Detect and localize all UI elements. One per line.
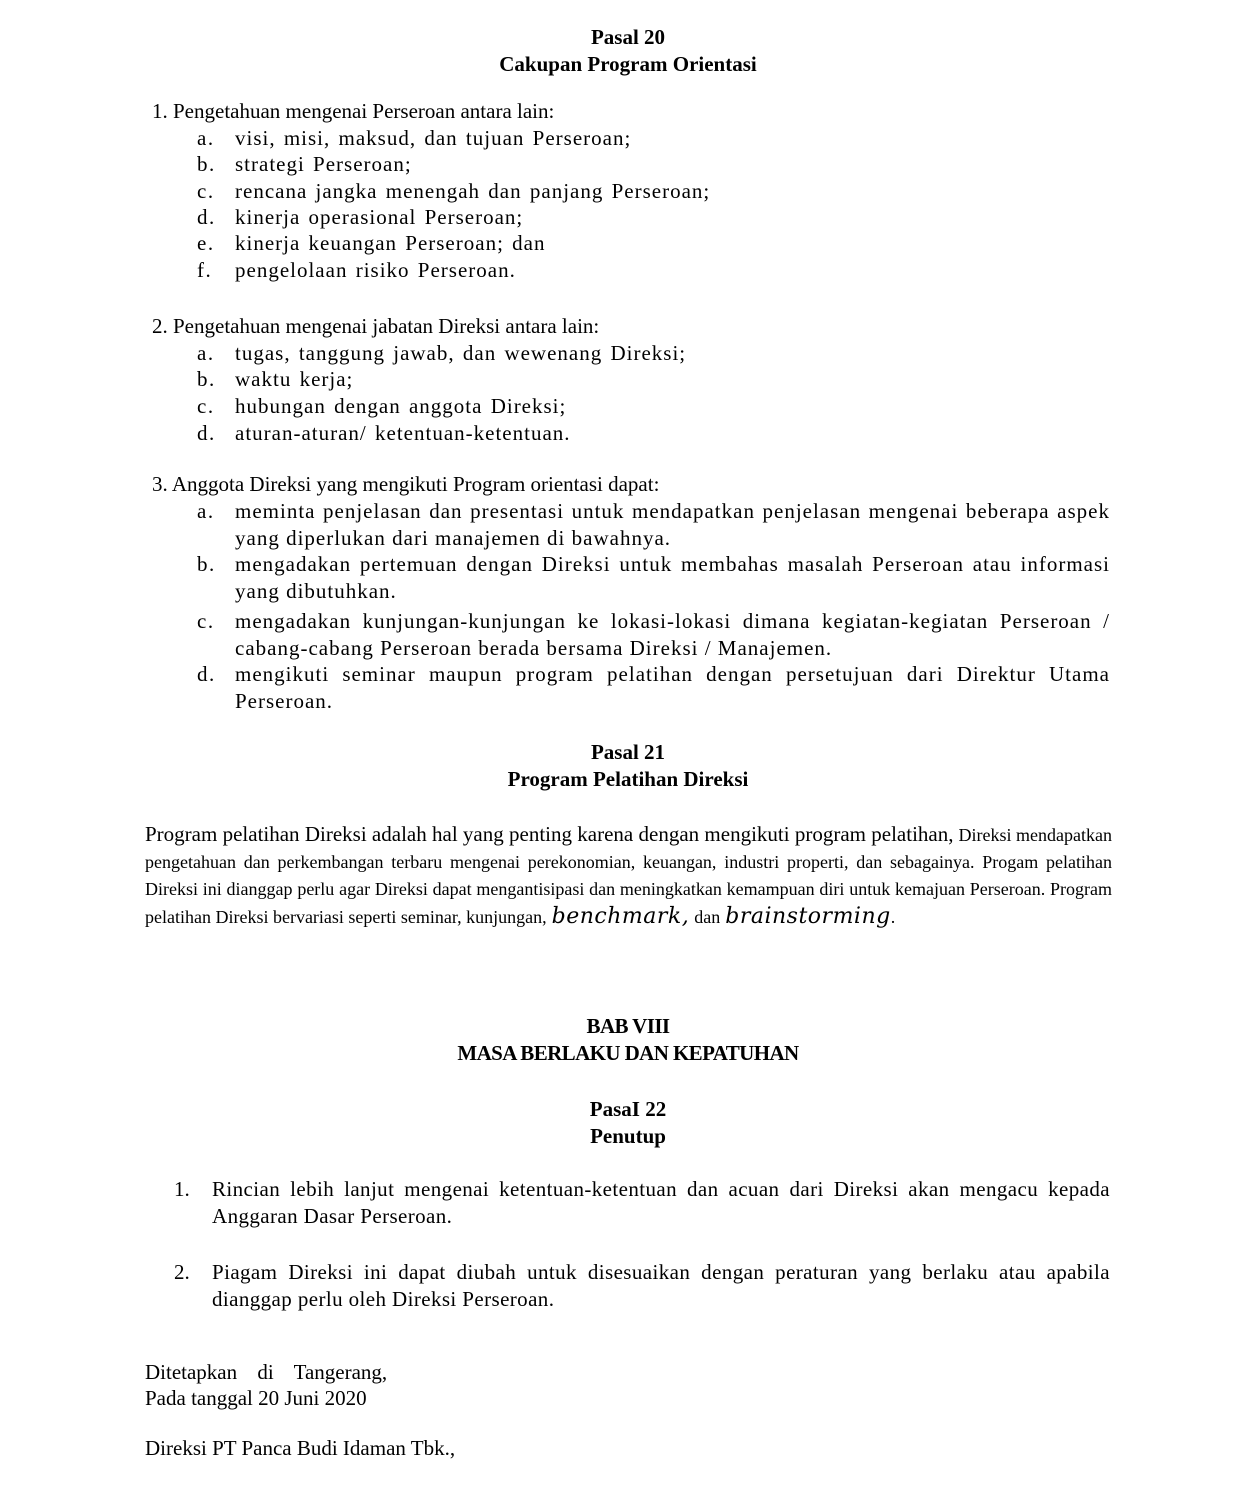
list-item-marker: a. [197, 341, 215, 365]
list-item [197, 151, 1110, 178]
closing-date: Pada tanggal 20 Juni 2020 [145, 1386, 367, 1410]
list-item [197, 498, 1110, 551]
list-item-text: mengikuti seminar maupun program pelatihan dengan persetujuan dari Direktur Utama Perseroan. [235, 662, 1110, 713]
list-item-marker: 1. [174, 1177, 190, 1201]
list-item-marker: d. [197, 421, 216, 445]
list-item-text: hubungan dengan anggota Direksi; [235, 394, 567, 418]
bab-8-number: BAB VIII [586, 1014, 670, 1038]
pasal-22-heading [0, 1096, 1242, 1150]
section-3-intro [152, 471, 659, 498]
list-item [174, 1176, 1110, 1229]
closing-place: Ditetapkan di Tangerang, [145, 1360, 388, 1384]
list-item-text: Rincian lebih lanjut mengenai ketentuan-ketentuan dan acuan dari Direksi akan mengacu kepada Anggaran Dasar Perseroan. [212, 1177, 1110, 1228]
closing-signatory: Direksi PT Panca Budi Idaman Tbk., [145, 1436, 456, 1460]
list-item-text: aturan-aturan/ ketentuan-ketentuan. [235, 421, 571, 445]
pasal-22-number: PasaI 22 [589, 1097, 667, 1121]
list-item [197, 608, 1110, 661]
list-item [174, 1259, 1110, 1312]
list-item-marker: b. [197, 367, 216, 391]
section-3-intro-text: Anggota Direksi yang mengikuti Program orientasi dapat: [171, 472, 660, 496]
list-item-marker: b. [197, 152, 216, 176]
bab-8-heading [0, 1013, 1242, 1067]
paragraph-end: . [890, 907, 896, 927]
list-item-text: tugas, tanggung jawab, dan wewenang Direksi; [235, 341, 687, 365]
pasal-21-title: Program Pelatihan Direksi [507, 767, 749, 791]
list-item [197, 204, 1110, 231]
list-item [197, 340, 1110, 367]
list-item-marker: d. [197, 662, 216, 686]
list-item-marker: a. [197, 499, 215, 523]
list-item-marker: a. [197, 126, 215, 150]
pasal-21-paragraph [145, 821, 1112, 931]
paragraph-term-benchmark: benchmark, [551, 904, 690, 929]
list-item-text: Piagam Direksi ini dapat diubah untuk disesuaikan dengan peraturan yang berlaku atau apabila dianggap perlu oleh Direksi Perseroan. [212, 1260, 1110, 1311]
section-2-marker: 2. [152, 314, 168, 338]
paragraph-term-brainstorming: brainstorming [725, 904, 891, 929]
list-item-text: pengelolaan risiko Perseroan. [235, 258, 516, 282]
list-item [197, 257, 1110, 284]
list-item-marker: b. [197, 552, 216, 576]
list-item-marker: c. [197, 609, 215, 633]
list-item-text: mengadakan kunjungan-kunjungan ke lokasi-lokasi dimana kegiatan-kegiatan Perseroan / cabang-cabang Perseroan berada bersama Direksi / Manajemen. [235, 609, 1110, 660]
list-item [197, 366, 1110, 393]
section-1-intro-text: Pengetahuan mengenai Perseroan antara lain: [173, 99, 555, 123]
list-item [197, 125, 1110, 152]
list-item-marker: f. [197, 258, 213, 282]
list-item-text: meminta penjelasan dan presentasi untuk mendapatkan penjelasan mengenai beberapa aspek yang diperlukan dari manajemen di bawahnya. [235, 499, 1110, 550]
list-item-marker: 2. [174, 1260, 190, 1284]
paragraph-connector: dan [694, 907, 721, 927]
list-item-text: rencana jangka menengah dan panjang Perseroan; [235, 179, 711, 203]
pasal-21-heading [0, 739, 1242, 793]
list-item [197, 393, 1110, 420]
pasal-22-title: Penutup [590, 1124, 666, 1148]
section-1-marker: 1. [152, 99, 168, 123]
list-item-text: waktu kerja; [235, 367, 354, 391]
list-item-marker: c. [197, 394, 215, 418]
list-item [197, 420, 1110, 447]
list-item-text: kinerja keuangan Perseroan; dan [235, 231, 546, 255]
list-item [197, 551, 1110, 604]
list-item [197, 661, 1110, 714]
list-item [197, 230, 1110, 257]
list-item-marker: e. [197, 231, 215, 255]
bab-8-title: MASA BERLAKU DAN KEPATUHAN [457, 1041, 799, 1065]
pasal-20-heading [0, 24, 1242, 78]
section-3-marker: 3. [152, 472, 168, 496]
list-item-text: kinerja operasional Perseroan; [235, 205, 524, 229]
pasal-21-number: Pasal 21 [590, 740, 666, 764]
section-1-intro [152, 98, 554, 125]
list-item-text: mengadakan pertemuan dengan Direksi untuk membahas masalah Perseroan atau informasi yang dibutuhkan. [235, 552, 1110, 603]
paragraph-part-1: Program pelatihan Direksi adalah hal yang penting karena dengan mengikuti program pelatihan, [145, 822, 954, 846]
list-item-marker: d. [197, 205, 216, 229]
list-item-text: strategi Perseroan; [235, 152, 412, 176]
list-item-text: visi, misi, maksud, dan tujuan Perseroan; [235, 126, 632, 150]
section-2-intro [152, 313, 599, 340]
paragraph-part-2: Direksi mendapatkan pengetahuan dan perkembangan terbaru mengenai perekonomian, keuangan, industri properti, dan sebagainya. Progam pelatihan Direksi ini dianggap perlu agar Direksi dapat mengantisipasi dan meningkatkan kemampuan diri untuk kemajuan Perseroan. Program pelatihan Direksi bervariasi seperti seminar, kunjungan, [145, 825, 1113, 927]
list-item-marker: c. [197, 179, 215, 203]
section-2-intro-text: Pengetahuan mengenai jabatan Direksi antara lain: [173, 314, 600, 338]
pasal-20-number: Pasal 20 [590, 25, 666, 49]
list-item [197, 178, 1110, 205]
pasal-20-title: Cakupan Program Orientasi [499, 52, 757, 76]
